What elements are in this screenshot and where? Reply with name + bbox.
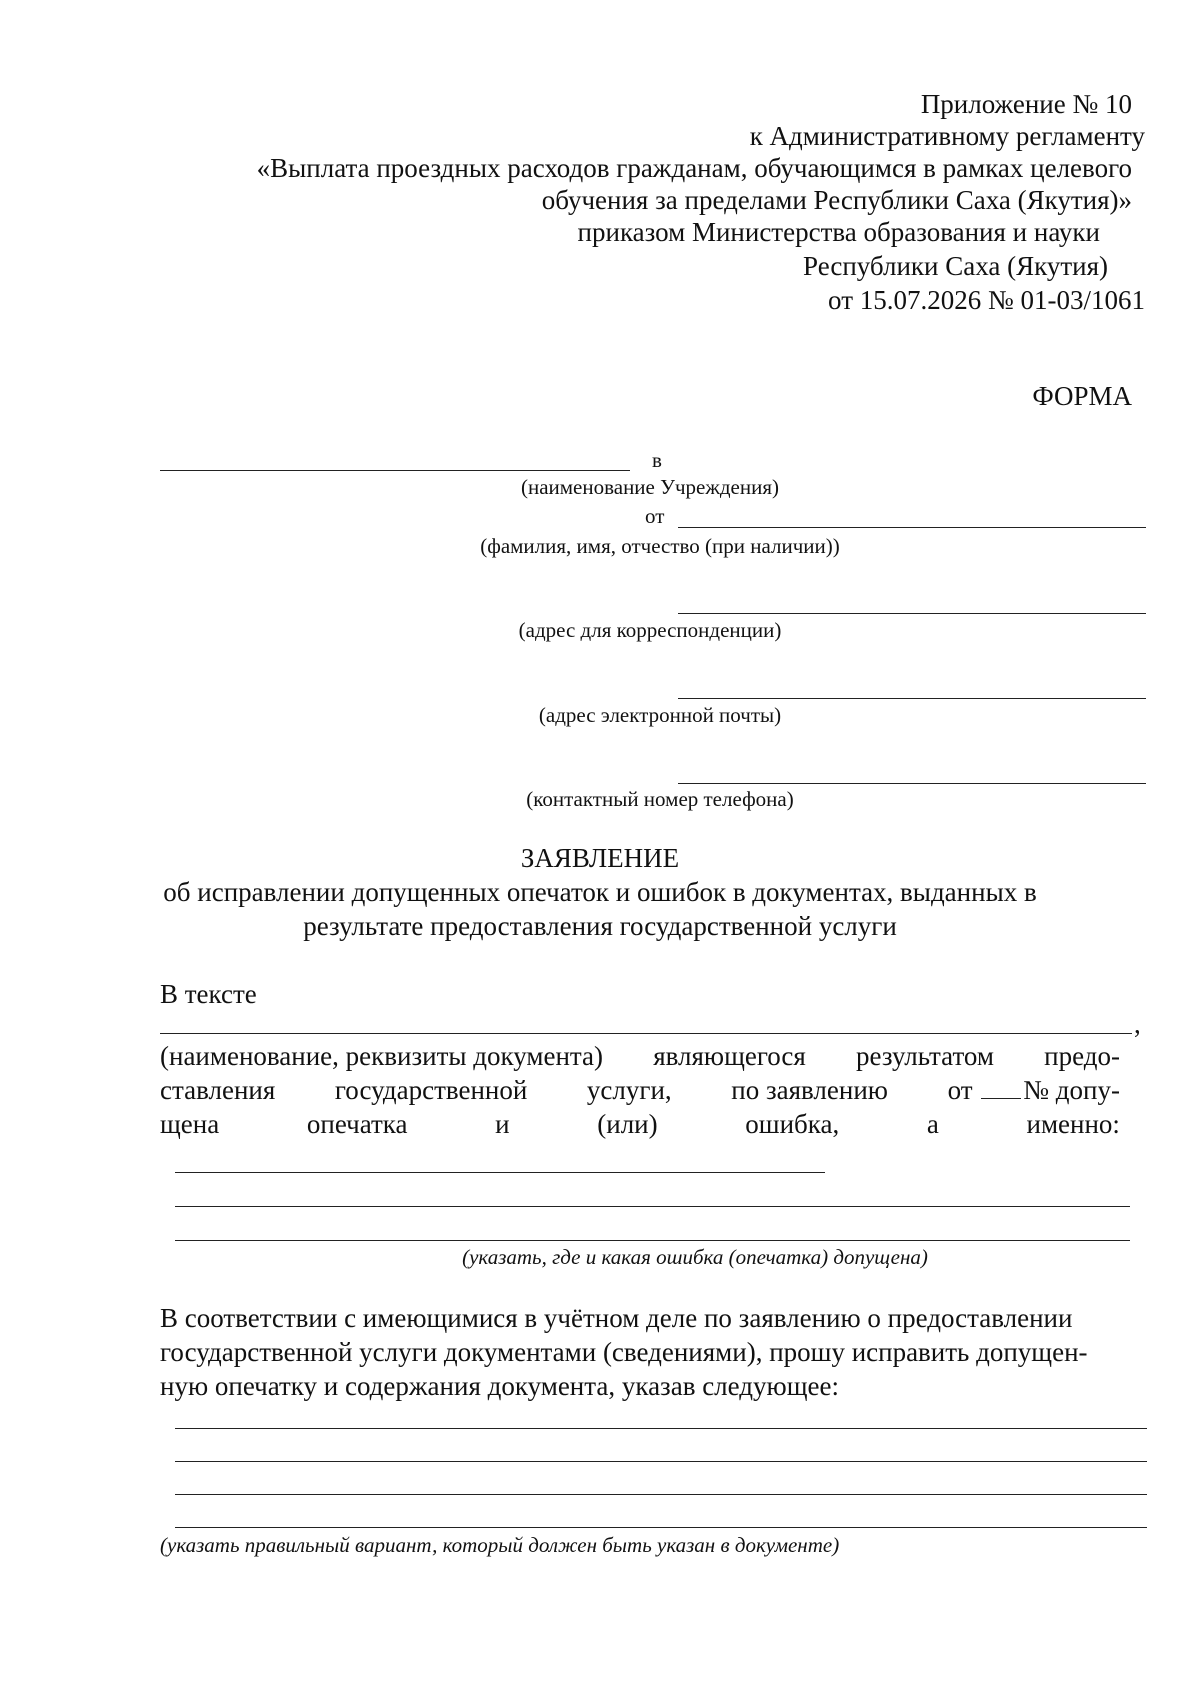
- row1-word-2: являющегося: [653, 1041, 806, 1071]
- row3-word-6: а: [926, 1109, 939, 1139]
- row2-date-group: [948, 1074, 1120, 1106]
- in-text-label: В тексте: [160, 979, 257, 1009]
- body-row-1: [160, 1040, 1120, 1072]
- row1-word-4: предо-: [1044, 1041, 1120, 1071]
- appendix-regulation-title-2: обучения за пределами Республики Саха (Якутия)»: [541, 185, 1132, 215]
- correct-line-2: [175, 1461, 1147, 1462]
- row2-word-5: от: [947, 1075, 973, 1105]
- correct-line-3: [175, 1494, 1147, 1495]
- document-name-line: [160, 1033, 1132, 1034]
- application-date-blank: [981, 1076, 1021, 1099]
- row2-word-2: государственной: [334, 1075, 528, 1105]
- correct-caption: (указать правильный вариант, который должен быть указан в документе): [160, 1533, 840, 1557]
- row1-doc-caption: (наименование, реквизиты документа): [160, 1041, 603, 1071]
- fio-line: [678, 527, 1146, 528]
- document-name-comma: ,: [1134, 1009, 1141, 1039]
- institution-caption: (наименование Учреждения): [520, 475, 780, 499]
- row3-word-7: именно:: [1026, 1109, 1120, 1139]
- appendix-regulation-title-1: «Выплата проездных расходов гражданам, обучающимся в рамках целевого: [256, 153, 1132, 183]
- row1-word-3: результатом: [856, 1041, 994, 1071]
- institution-line: [160, 470, 630, 471]
- form-label: ФОРМА: [1032, 381, 1132, 411]
- appendix-regulation: к Административному регламенту: [749, 121, 1145, 151]
- appendix-number: Приложение № 10: [920, 89, 1132, 119]
- correct-line-1: [175, 1428, 1147, 1429]
- row3-word-2: опечатка: [306, 1109, 408, 1139]
- request-paragraph-line-3: ную опечатку и содержания документа, указав следующее:: [160, 1371, 839, 1401]
- from-prefix: от: [645, 504, 665, 528]
- phone-line: [678, 783, 1146, 784]
- error-line-1: [175, 1172, 825, 1173]
- row3-word-5: ошибка,: [745, 1109, 840, 1139]
- document-subtitle-1: об исправлении допущенных опечаток и ошибок в документах, выданных в: [163, 877, 1037, 907]
- fio-caption: (фамилия, имя, отчество (при наличии)): [480, 534, 840, 558]
- error-caption: (указать, где и какая ошибка (опечатка) допущена): [462, 1245, 928, 1269]
- row3-word-3: и: [495, 1109, 510, 1139]
- body-row-2: [160, 1074, 1120, 1106]
- appendix-order-ministry: приказом Министерства образования и науки: [577, 217, 1100, 247]
- document-subtitle-2: результате предоставления государственной услуги: [303, 911, 897, 941]
- to-prefix: в: [652, 448, 662, 472]
- row2-word-1: ставления: [160, 1075, 276, 1105]
- row2-word-4: по заявлению: [731, 1075, 888, 1105]
- error-line-2: [175, 1206, 1130, 1207]
- error-line-3: [175, 1240, 1130, 1241]
- email-line: [678, 698, 1146, 699]
- row3-word-1: щена: [160, 1109, 220, 1139]
- request-paragraph-line-2: государственной услуги документами (сведениями), прошу исправить допущен-: [160, 1337, 1088, 1367]
- row2-word-3: услуги,: [586, 1075, 672, 1105]
- correct-line-4: [175, 1527, 1147, 1528]
- phone-caption: (контактный номер телефона): [526, 787, 794, 811]
- appendix-order-republic: Республики Саха (Якутия): [803, 251, 1108, 281]
- appendix-order-date-number: от 15.07.2026 № 01-03/1061: [828, 285, 1145, 315]
- row3-word-4: (или): [597, 1109, 658, 1139]
- address-line: [678, 613, 1146, 614]
- row2-word-6: № допу-: [1023, 1075, 1120, 1105]
- email-caption: (адрес электронной почты): [538, 703, 782, 727]
- address-caption: (адрес для корреспонденции): [518, 618, 782, 642]
- request-paragraph-line-1: В соответствии с имеющимися в учётном деле по заявлению о предоставлении: [160, 1303, 1073, 1333]
- document-title: ЗАЯВЛЕНИЕ: [520, 843, 680, 873]
- body-row-3: [160, 1108, 1120, 1140]
